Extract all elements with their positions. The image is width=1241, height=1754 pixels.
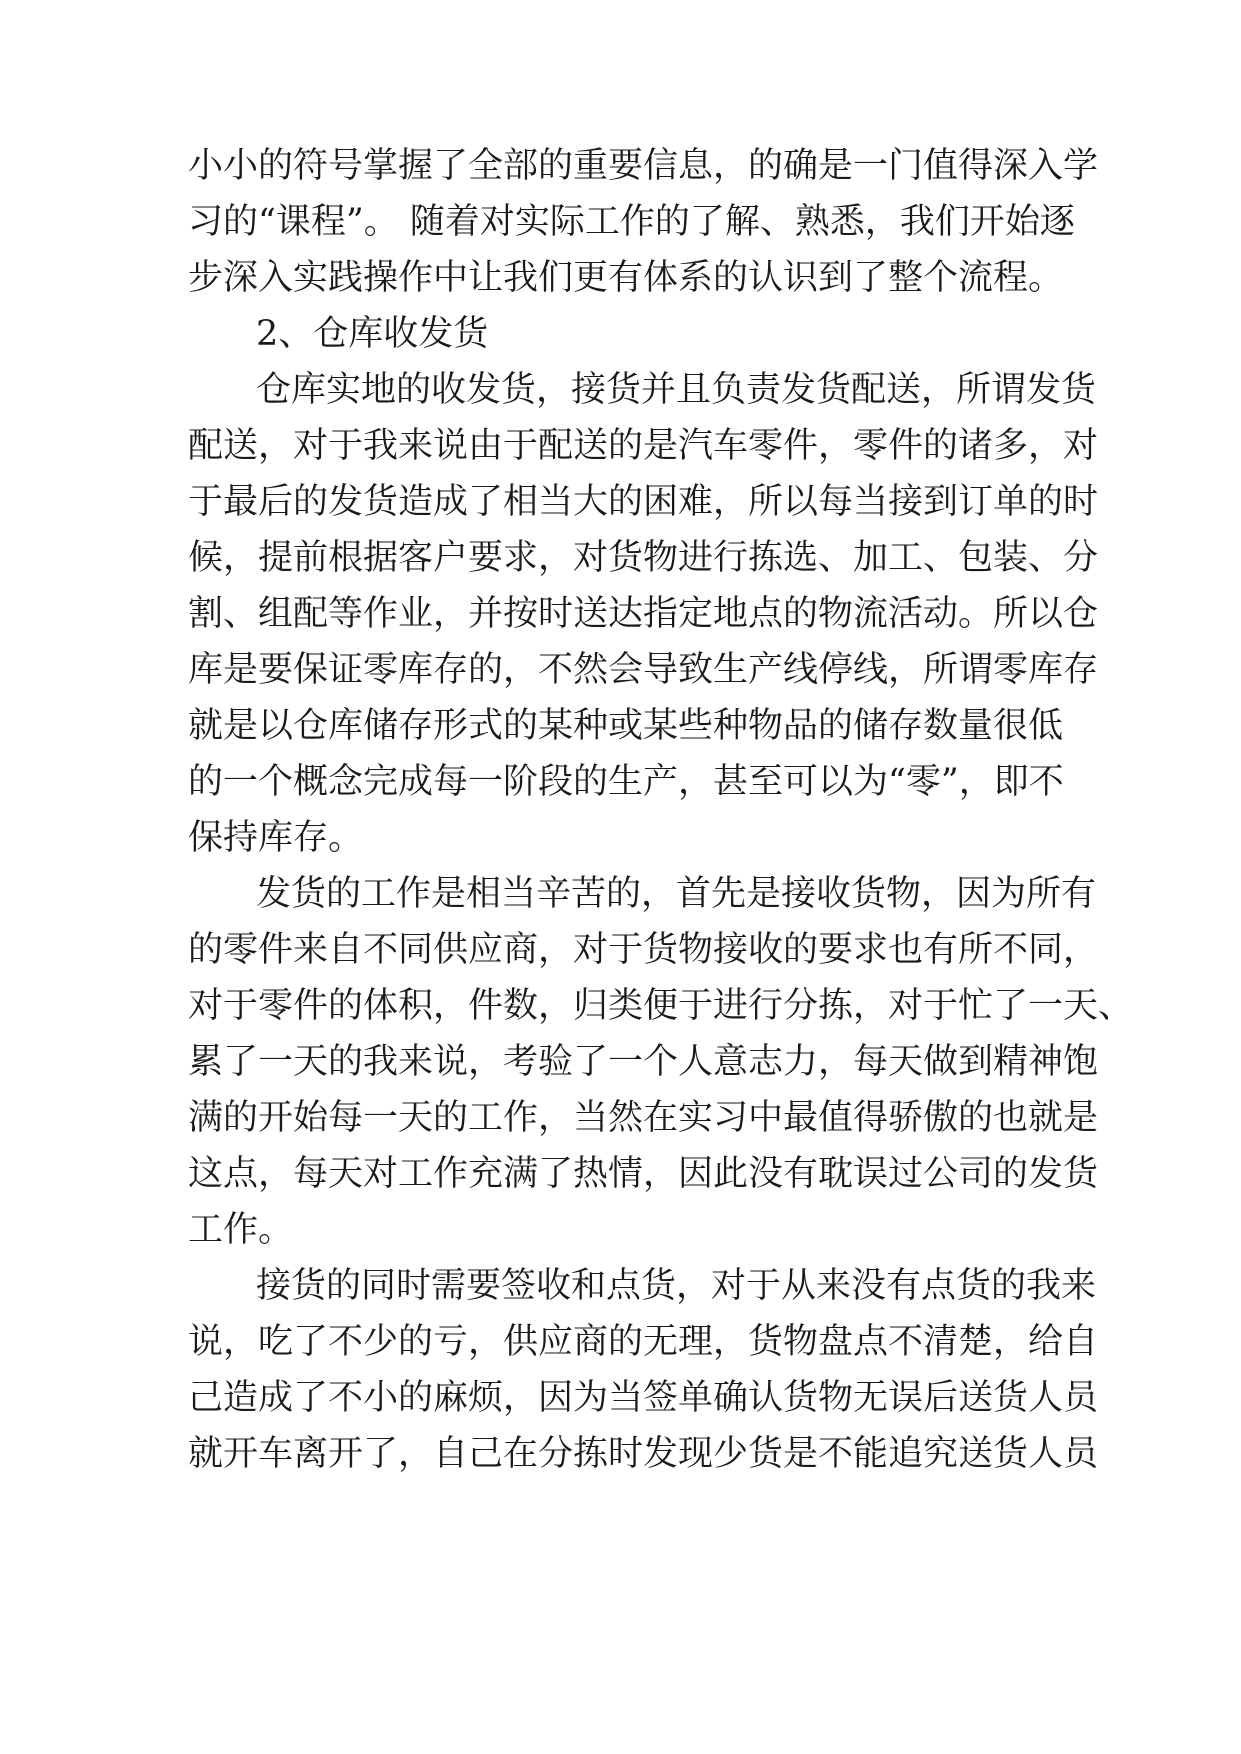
- text-line: 的零件来自不同供应商，对于货物接收的要求也有所不同，: [188, 930, 1099, 970]
- text-line: 候，提前根据客户要求，对货物进行拣选、加工、包装、分: [188, 538, 1099, 578]
- text-line: 于最后的发货造成了相当大的困难，所以每当接到订单的时: [188, 482, 1099, 522]
- text-line: 己造成了不小的麻烦，因为当签单确认货物无误后送货人员: [188, 1378, 1099, 1418]
- text-line: 累了一天的我来说，考验了一个人意志力，每天做到精神饱: [188, 1042, 1099, 1082]
- text-line: 仓库实地的收发货，接货并且负责发货配送，所谓发货: [256, 370, 1097, 410]
- text-line: 就是以仓库储存形式的某种或某些种物品的储存数量很低: [188, 706, 1064, 746]
- text-line: 发货的工作是相当辛苦的，首先是接收货物，因为所有: [256, 874, 1097, 914]
- text-line: 说，吃了不少的亏，供应商的无理，货物盘点不清楚，给自: [188, 1322, 1099, 1362]
- text-line: 保持库存。: [188, 818, 364, 858]
- text-line: 就开车离开了，自己在分拣时发现少货是不能追究送货人员: [188, 1434, 1099, 1474]
- text-line: 工作。: [188, 1210, 294, 1250]
- section-heading: 2、仓库收发货: [256, 314, 489, 354]
- text-line: 割、组配等作业，并按时送达指定地点的物流活动。所以仓: [188, 594, 1099, 634]
- text-line: 配送，对于我来说由于配送的是汽车零件，零件的诸多，对: [188, 426, 1099, 466]
- text-line: 这点，每天对工作充满了热情，因此没有耽误过公司的发货: [188, 1154, 1099, 1194]
- text-line: 满的开始每一天的工作，当然在实习中最值得骄傲的也就是: [188, 1098, 1099, 1138]
- text-line: 库是要保证零库存的，不然会导致生产线停线，所谓零库存: [188, 650, 1099, 690]
- text-line: 习的“课程”。 随着对实际工作的了解、熟悉，我们开始逐: [188, 202, 1075, 242]
- text-line: 对于零件的体积，件数，归类便于进行分拣，对于忙了一天、: [188, 986, 1134, 1026]
- text-line: 的一个概念完成每一阶段的生产，甚至可以为“零”，即不: [188, 762, 1064, 802]
- text-line: 接货的同时需要签收和点货，对于从来没有点货的我来: [256, 1266, 1097, 1306]
- text-line: 小小的符号掌握了全部的重要信息，的确是一门值得深入学: [188, 146, 1099, 186]
- text-line: 步深入实践操作中让我们更有体系的认识到了整个流程。: [188, 258, 1064, 298]
